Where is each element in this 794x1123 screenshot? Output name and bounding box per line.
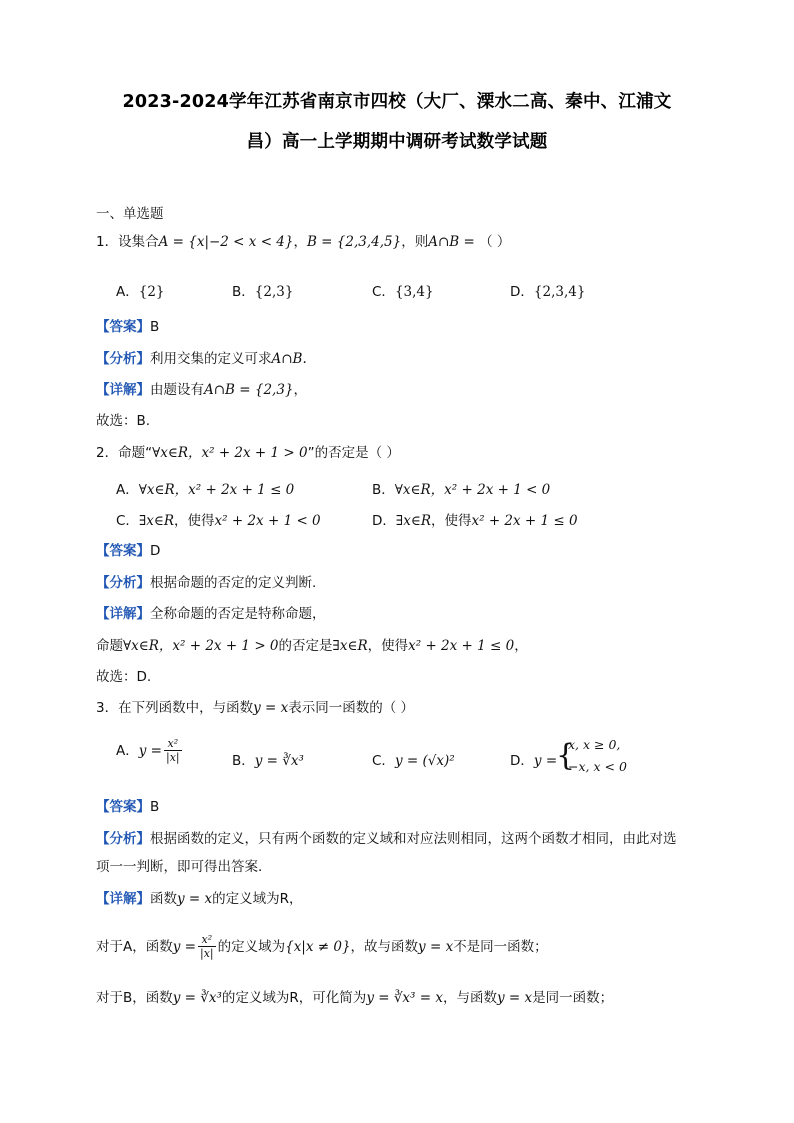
- q3-for-b-compare: ，与函数: [442, 990, 497, 1006]
- q2-option-c: [116, 509, 321, 529]
- q3-for-b-text: 对于B，函数: [96, 990, 173, 1006]
- q1-option-c: [372, 280, 434, 300]
- q3-option-d: [510, 749, 557, 769]
- q3-stem: [96, 699, 414, 717]
- q3-for-b-domain: 的定义域为R，可化简为: [221, 990, 367, 1006]
- q3-option-b-value: y = ∛x³: [254, 753, 304, 769]
- q1-stem-expr: A∩B =: [428, 234, 480, 250]
- q2-detail2-neg: 的否定是: [278, 638, 333, 654]
- analysis-tag: 【分析】: [96, 831, 150, 847]
- q3-answer-value: B: [150, 799, 160, 815]
- q3-for-a: [96, 930, 548, 964]
- q1-analysis: [96, 350, 307, 368]
- q2-detail-2: [96, 637, 528, 655]
- q1-answer: [96, 318, 159, 336]
- q2-detail2-text: 命题: [96, 638, 123, 654]
- q3-option-a: [116, 738, 184, 764]
- q1-stem-blank: （ ）: [479, 234, 511, 250]
- q1-option-d-value: {2,3,4}: [533, 284, 586, 300]
- analysis-tag: 【分析】: [96, 575, 150, 591]
- q1-detail-text: 由题设有: [150, 382, 204, 398]
- q3-analysis-text-1: 根据函数的定义，只有两个函数的定义域和对应法则相同，这两个函数才相同，由此对选: [150, 831, 677, 847]
- q1-option-b-label: B．: [232, 284, 255, 300]
- q1-option-b-value: {2,3}: [254, 284, 294, 300]
- q2-option-d-quant: ∃x∈R: [395, 513, 432, 529]
- q3-for-b-simplified: y = ∛x³ = x: [366, 990, 443, 1006]
- q3-for-a-set: {x|x ≠ 0}: [285, 939, 351, 955]
- q3-option-d-lhs: y =: [533, 753, 558, 769]
- q3-option-c: [372, 749, 455, 769]
- q3-for-b-conclusion: 是同一函数；: [532, 990, 614, 1006]
- q3-option-b: [232, 749, 304, 769]
- q2-detail2-expr2: x² + 2x + 1 ≤ 0: [408, 638, 515, 654]
- q2-answer-value: D: [150, 543, 161, 559]
- q3-answer: [96, 798, 159, 816]
- q3-detail-domain: 的定义域为R，: [212, 891, 303, 907]
- q3-for-a-compare: ，故与函数: [350, 939, 419, 955]
- q3-option-d-case-2: −x, x < 0: [568, 759, 627, 774]
- q3-for-b-expr: y = ∛x³: [172, 990, 222, 1006]
- q3-option-a-lhs: y =: [138, 743, 162, 759]
- q2-analysis-text: 根据命题的否定的定义判断.: [150, 575, 317, 591]
- q2-option-a-label: A．: [116, 482, 139, 498]
- answer-tag: 【答案】: [96, 543, 150, 559]
- fraction-numerator: x²: [201, 933, 213, 946]
- answer-tag: 【答案】: [96, 319, 150, 335]
- q1-detail: [96, 381, 307, 399]
- q3-detail-expr: y = x: [177, 891, 213, 907]
- q3-stem-expr: y = x: [253, 700, 289, 716]
- q1-stem-sep: ，: [293, 234, 307, 250]
- q2-option-a-value: ∀x∈R，x² + 2x + 1 ≤ 0: [138, 482, 295, 498]
- q2-option-c-label: C．: [116, 513, 139, 529]
- q1-option-a: [116, 280, 165, 300]
- q1-set-b: B = {2,3,4,5}: [306, 234, 402, 250]
- q3-stem-tail: 表示同一函数的（ ）: [288, 700, 415, 716]
- q2-option-c-quant: ∃x∈R: [138, 513, 175, 529]
- q3-analysis: [96, 830, 677, 848]
- q3-option-c-label: C．: [372, 753, 395, 769]
- q1-option-a-label: A．: [116, 284, 139, 300]
- q3-option-b-label: B．: [232, 753, 255, 769]
- q3-for-a-expr: y = x: [418, 939, 454, 955]
- q3-option-c-value: y = (√x)²: [394, 753, 455, 769]
- q1-answer-value: B: [150, 319, 160, 335]
- q1-option-c-label: C．: [372, 284, 395, 300]
- q1-analysis-expr: A∩B.: [271, 351, 307, 367]
- q3-for-b: [96, 989, 613, 1007]
- q3-detail-text: 函数: [150, 891, 177, 907]
- q2-option-d-expr: x² + 2x + 1 ≤ 0: [471, 513, 578, 529]
- q2-stem-tail: ”的否定是（ ）: [307, 445, 400, 461]
- page-title-line-1: 2023-2024学年江苏省南京市四校（大厂、溧水二高、秦中、江浦文: [122, 92, 672, 112]
- q2-answer: [96, 542, 160, 560]
- fraction-denominator: |x|: [199, 947, 214, 960]
- piecewise-brace-icon: {: [556, 738, 576, 773]
- q2-detail: [96, 605, 326, 623]
- detail-tag: 【详解】: [96, 382, 150, 398]
- q1-option-b: [232, 280, 293, 300]
- q3-for-a-conclusion: 不是同一函数；: [453, 939, 548, 955]
- q2-detail2-expr: ∀x∈R，x² + 2x + 1 > 0: [123, 638, 279, 654]
- q1-stem-text: 1．设集合: [96, 234, 159, 250]
- q1-stem: [96, 233, 510, 251]
- q2-stem-text: 2．命题“: [96, 445, 153, 461]
- q2-stem: [96, 444, 400, 462]
- q3-for-a-text: 对于A，函数: [96, 939, 173, 955]
- q2-choose: 故选：D.: [96, 669, 152, 685]
- q2-analysis: [96, 574, 316, 592]
- q2-option-d: [372, 509, 578, 529]
- analysis-tag: 【分析】: [96, 351, 150, 367]
- q1-analysis-text: 利用交集的定义可求: [150, 351, 272, 367]
- detail-tag: 【详解】: [96, 891, 150, 907]
- q2-option-d-text: ，使得: [431, 513, 472, 529]
- q2-option-d-label: D．: [372, 513, 396, 529]
- fraction-numerator: x²: [167, 737, 179, 750]
- q2-stem-expr: ∀x∈R，x² + 2x + 1 > 0: [152, 445, 308, 461]
- q2-option-b-label: B．: [372, 482, 395, 498]
- q2-detail2-quant: ∃x∈R: [332, 638, 368, 654]
- q3-for-b-expr3: y = x: [496, 990, 533, 1006]
- q1-choose: 故选：B.: [96, 413, 151, 429]
- q1-option-a-value: {2}: [138, 284, 165, 300]
- q3-option-d-label: D．: [510, 753, 534, 769]
- q2-detail2-end: ，: [514, 638, 528, 654]
- q3-stem-text: 3．在下列函数中，与函数: [96, 700, 254, 716]
- q3-detail: [96, 890, 303, 908]
- answer-tag: 【答案】: [96, 799, 150, 815]
- q1-detail-end: ，: [293, 382, 308, 398]
- q1-stem-then: ，则: [401, 234, 429, 250]
- q3-for-a-fraction: [198, 934, 216, 960]
- q1-option-d-label: D．: [510, 284, 534, 300]
- q2-detail2-text2: ，使得: [367, 638, 409, 654]
- q2-option-b-value: ∀x∈R，x² + 2x + 1 < 0: [394, 482, 551, 498]
- q3-for-a-domain: 的定义域为: [217, 939, 286, 955]
- q3-option-a-fraction: [164, 738, 182, 764]
- q2-option-a: [116, 478, 294, 498]
- fraction-denominator: |x|: [165, 751, 180, 764]
- detail-tag: 【详解】: [96, 606, 150, 622]
- q3-option-a-label: A．: [116, 743, 139, 759]
- q2-option-b: [372, 478, 550, 498]
- q3-option-d-case-1: x, x ≥ 0,: [568, 737, 621, 752]
- q1-option-d: [510, 280, 585, 300]
- q3-for-a-lhs: y =: [172, 939, 196, 955]
- q2-detail-text: 全称命题的否定是特称命题，: [150, 606, 326, 622]
- section-heading: 一、单选题: [96, 206, 164, 222]
- q2-option-c-text: ，使得: [174, 513, 215, 529]
- page-title-line-2: 昌）高一上学期期中调研考试数学试题: [246, 132, 548, 152]
- q1-detail-expr: A∩B = {2,3}: [204, 382, 294, 398]
- q2-option-c-expr: x² + 2x + 1 < 0: [214, 513, 321, 529]
- q1-set-a: A = {x|−2 < x < 4}: [158, 234, 294, 250]
- q3-analysis-line-2: 项一一判断，即可得出答案.: [96, 859, 263, 875]
- q1-option-c-value: {3,4}: [394, 284, 434, 300]
